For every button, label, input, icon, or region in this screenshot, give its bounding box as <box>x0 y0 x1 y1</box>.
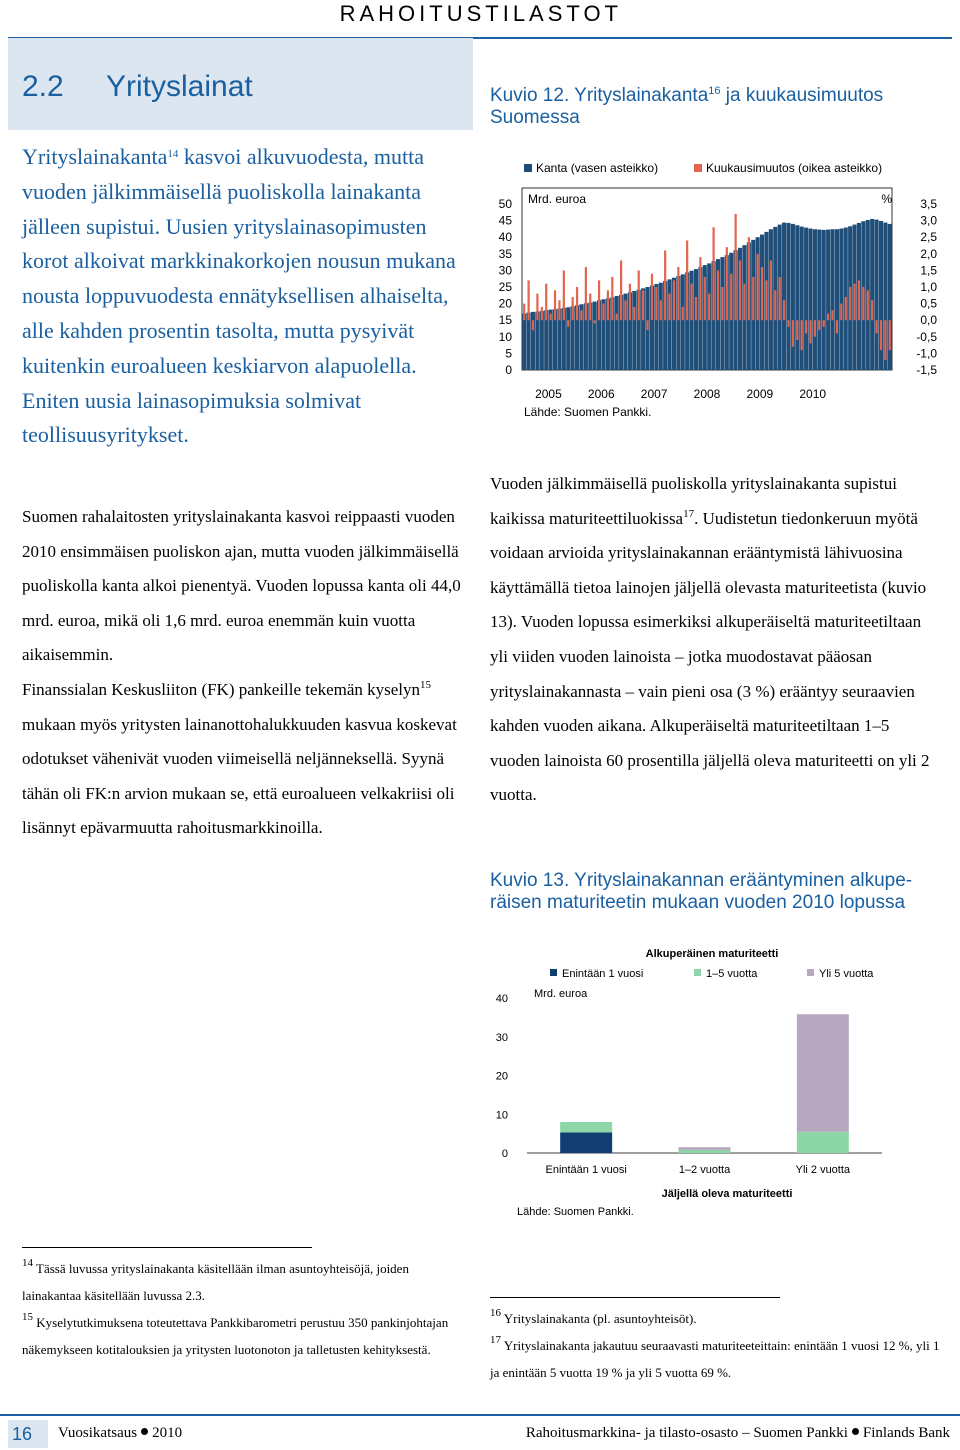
change-bar <box>576 287 578 320</box>
left-axis-tick: 0 <box>505 363 512 377</box>
footnote-ref-14[interactable]: 14 <box>167 148 179 160</box>
footnote-16-number: 16 <box>490 1307 501 1319</box>
stacked-bar-segment <box>797 1132 849 1153</box>
change-bar <box>563 270 565 320</box>
left-axis-tick: 15 <box>498 313 512 328</box>
stacked-bar-segment <box>679 1150 731 1153</box>
stock-bar <box>822 230 826 370</box>
right-axis-tick: 1,5 <box>920 263 937 278</box>
legend-label: Yli 5 vuotta <box>819 968 874 980</box>
change-bar <box>673 280 675 320</box>
change-bar <box>589 294 591 321</box>
change-bar <box>655 287 657 320</box>
stock-bar <box>786 223 790 370</box>
change-bar <box>739 260 741 320</box>
change-bar <box>558 300 560 320</box>
legend-label-stock: Kanta (vasen asteikko) <box>536 161 659 175</box>
right-axis-tick: 0,0 <box>920 313 937 328</box>
change-bar <box>787 320 789 327</box>
change-bar <box>774 290 776 320</box>
change-bar <box>602 304 604 321</box>
x-axis-tick: 1–2 vuotta <box>678 1164 731 1176</box>
legend-swatch <box>694 969 701 976</box>
change-bar <box>875 320 877 333</box>
change-bar <box>849 287 851 320</box>
change-bar <box>598 280 600 320</box>
y-axis-tick: 30 <box>495 1031 508 1044</box>
y-axis-tick: 20 <box>495 1070 508 1083</box>
right-axis-tick: 0,5 <box>920 296 937 311</box>
change-bar <box>858 280 860 320</box>
stock-bar <box>875 220 879 370</box>
change-bar <box>827 314 829 321</box>
legend-label-change: Kuukausimuutos (oikea asteikko) <box>706 161 883 175</box>
footnotes-right <box>490 1305 940 1386</box>
figure13-source: Lähde: Suomen Pankki. <box>517 1206 634 1218</box>
right-axis-tick: -1,5 <box>916 363 937 377</box>
stock-bar <box>795 225 799 370</box>
page-footer <box>0 1414 960 1450</box>
stock-bar <box>808 229 812 370</box>
stock-bar <box>835 229 839 370</box>
change-bar <box>735 214 737 320</box>
x-axis-tick: Yli 2 vuotta <box>795 1164 851 1176</box>
change-bar <box>717 270 719 320</box>
footnote-ref-17[interactable]: 17 <box>683 507 695 520</box>
change-bar <box>770 260 772 320</box>
change-bar <box>624 300 626 320</box>
change-bar <box>541 307 543 320</box>
body-left-text-2a: Finanssialan Keskusliiton (FK) pankeille tekemän kyselyn <box>22 679 421 699</box>
section-title-text: Yrityslainat <box>106 70 253 103</box>
y-axis-unit: Mrd. euroa <box>534 988 588 1000</box>
legend-swatch <box>807 969 814 976</box>
stacked-bar-segment <box>797 1014 849 1131</box>
change-bar <box>677 267 679 320</box>
stock-bar <box>839 229 843 370</box>
change-bar <box>616 314 618 321</box>
legend-title: Alkuperäinen maturiteetti <box>645 948 779 960</box>
stock-bar <box>782 223 786 370</box>
left-axis-tick: 20 <box>498 296 512 311</box>
change-bar <box>880 320 882 350</box>
left-axis-tick: 5 <box>505 346 512 361</box>
change-bar <box>889 320 891 350</box>
change-bar <box>638 270 640 320</box>
legend-label: 1–5 vuotta <box>706 968 758 980</box>
change-bar <box>523 304 525 321</box>
stock-bar <box>659 283 663 370</box>
change-bar <box>757 254 759 320</box>
change-bar <box>704 277 706 320</box>
footer-publication <box>58 1425 182 1442</box>
change-bar <box>743 284 745 321</box>
body-left-paragraph-2 <box>22 673 462 846</box>
figure12-title <box>490 85 883 129</box>
change-bar <box>585 267 587 320</box>
footnote-ref-16[interactable]: 16 <box>708 85 721 97</box>
right-axis-tick: 2,5 <box>920 230 937 245</box>
change-bar <box>572 297 574 320</box>
change-bar <box>801 320 803 350</box>
footer-organization: Rahoitusmarkkina- ja tilasto-osasto – Suomen Pankki Finlands Bank <box>525 1425 950 1441</box>
left-axis-unit: Mrd. euroa <box>528 192 587 206</box>
figure12-chart <box>482 150 952 440</box>
stock-bar <box>527 313 531 370</box>
page-number: 16 <box>12 1424 33 1444</box>
change-bar <box>580 310 582 320</box>
stacked-bar-segment <box>679 1147 731 1150</box>
change-bar <box>668 294 670 321</box>
change-bar <box>708 294 710 321</box>
stacked-bar-segment <box>560 1132 612 1153</box>
change-bar <box>867 290 869 320</box>
right-axis-tick: -1,0 <box>916 346 937 361</box>
change-bar <box>853 284 855 321</box>
y-axis-tick: 10 <box>495 1109 508 1122</box>
x-axis-tick: 2009 <box>746 387 774 401</box>
footer-rule <box>0 1414 960 1416</box>
left-axis-tick: 30 <box>498 263 512 278</box>
figure13-title-line1: Kuvio 13. Yrityslainakannan erääntyminen alkupe- <box>490 870 913 891</box>
footnote-15-number: 15 <box>22 1311 33 1323</box>
change-bar <box>629 284 631 321</box>
x-axis-tick: 2006 <box>587 387 615 401</box>
footnote-15 <box>22 1309 462 1363</box>
left-axis-tick: 40 <box>498 230 512 245</box>
intro-text-2: kasvoi alkuvuodesta, mutta vuoden jälkimmäisellä puoliskolla lainakanta jälleen supistui. Uusien yrityslainasopimusten korot alkoivat markkinakorkojen nousun mukana nousta loppuvuodesta ennätyksellisen alhaiselta, alle kahden prosentin tasolta, mutta pysyivät kuitenkin euroalueen keskiarvon alapuolella. Eniten uusia lainasopimuksia solmivat teollisuusyritykset. <box>22 144 456 448</box>
footnote-16 <box>490 1305 940 1332</box>
x-axis-tick: 2008 <box>693 387 721 401</box>
change-bar <box>545 284 547 321</box>
change-bar <box>809 320 811 343</box>
stock-bar <box>830 229 834 370</box>
change-bar <box>862 287 864 320</box>
stock-bar <box>813 229 817 370</box>
section-title <box>22 70 253 104</box>
stock-bar <box>522 314 526 370</box>
left-axis-tick: 35 <box>498 246 512 261</box>
footnote-ref-15[interactable]: 15 <box>420 678 432 691</box>
footnote-17-number: 17 <box>490 1334 501 1346</box>
change-bar <box>796 320 798 340</box>
body-left-paragraph-1: Suomen rahalaitosten yrityslainakanta kasvoi reippaasti vuoden 2010 ensimmäisen puoliskon ajan, mutta vuoden jälkimmäisellä puoliskolla kanta alkoi pienentyä. Vuoden lopussa kanta oli 44,0 mrd. euroa, mikä oli 1,6 mrd. euroa enemmän kuin vuotta aikaisemmin. <box>22 507 461 665</box>
x-axis-tick: 2010 <box>799 387 827 401</box>
change-bar <box>831 310 833 320</box>
stock-bar <box>681 274 685 370</box>
change-bar <box>884 320 886 360</box>
y-axis-tick: 0 <box>501 1148 508 1160</box>
stock-bar <box>615 296 619 370</box>
change-bar <box>726 247 728 320</box>
right-axis-tick: 1,0 <box>920 280 937 294</box>
right-axis-tick: 2,0 <box>920 246 937 261</box>
change-bar <box>752 277 754 320</box>
footnote-14-number: 14 <box>22 1257 33 1269</box>
change-bar <box>721 287 723 320</box>
change-bar <box>607 290 609 320</box>
header-title: RAHOITUSTILASTOT <box>339 1 622 26</box>
legend-swatch-stock <box>524 164 532 172</box>
change-bar <box>765 280 767 320</box>
change-bar <box>713 227 715 320</box>
footnote-17 <box>490 1332 940 1386</box>
stock-bar <box>870 219 874 370</box>
change-bar <box>695 297 697 320</box>
change-bar <box>646 320 648 330</box>
figure12-title-b: ja kuukausimuutos <box>720 85 884 106</box>
body-left <box>22 500 462 846</box>
change-bar <box>823 320 825 327</box>
change-bar <box>686 241 688 321</box>
stock-bar <box>826 230 830 370</box>
figure13-title-line2: räisen maturiteetin mukaan vuoden 2010 lopussa <box>490 892 906 913</box>
left-axis-tick: 45 <box>498 213 512 228</box>
change-bar <box>818 320 820 330</box>
footer-bank-sv: Finlands Bank <box>862 1425 950 1441</box>
change-bar <box>690 284 692 321</box>
figure12-title-line2: Suomessa <box>490 107 580 128</box>
footnote-rule-right <box>490 1297 780 1298</box>
change-bar <box>594 320 596 323</box>
x-axis-tick: Enintään 1 vuosi <box>545 1164 627 1176</box>
footnote-rule-left <box>22 1247 312 1248</box>
change-bar <box>814 320 816 337</box>
stock-bar <box>817 230 821 370</box>
section-number: 2.2 <box>22 70 64 103</box>
right-axis-unit: % <box>881 192 892 206</box>
change-bar <box>779 277 781 320</box>
footnote-14-text: Tässä luvussa yrityslainakanta käsitellään ilman asuntoyhteisöjä, joiden lainakantaa käsitellään luvussa 2.3. <box>22 1261 409 1303</box>
bullet-icon <box>852 1428 859 1435</box>
change-bar <box>664 250 666 320</box>
change-bar <box>699 257 701 320</box>
change-bar <box>682 307 684 320</box>
stacked-bar-segment <box>560 1122 612 1132</box>
change-bar <box>660 300 662 320</box>
change-bar <box>550 314 552 321</box>
footnote-14 <box>22 1255 462 1309</box>
stock-bar <box>535 312 539 370</box>
footnote-17-text: Yrityslainakanta jakautuu seuraavasti maturiteeteittain: enintään 1 vuosi 12 %, yli 1 ja enintään 5 vuotta 19 % ja yli 5 vuotta 69 %. <box>490 1338 940 1380</box>
left-axis-tick: 50 <box>498 197 512 211</box>
stock-bar <box>791 224 795 370</box>
change-bar <box>554 290 556 320</box>
footnotes-left <box>22 1255 462 1363</box>
change-bar <box>528 280 530 320</box>
body-right-text-a: Vuoden jälkimmäisellä puoliskolla yrityslainakanta supistui kaikissa maturiteettiluokissa <box>490 474 897 528</box>
footnote-15-text: Kyselytutkimuksena toteutettava Pankkibarometri perustuu 350 pankinjohtajan näkemykseen kotitalouksien ja yritysten luotonoton ja talletusten kehityksestä. <box>22 1315 449 1357</box>
stock-bar <box>566 307 570 370</box>
change-bar <box>748 237 750 320</box>
x-axis-tick: 2005 <box>535 387 562 401</box>
change-bar <box>536 294 538 321</box>
x-axis-tick: 2007 <box>640 387 668 401</box>
figure12-source: Lähde: Suomen Pankki. <box>524 405 652 419</box>
change-bar <box>651 274 653 320</box>
legend-swatch-change <box>694 164 702 172</box>
change-bar <box>761 267 763 320</box>
x-axis-label: Jäljellä oleva maturiteetti <box>661 1188 793 1200</box>
right-axis-tick: 3,5 <box>920 197 937 211</box>
stock-bar <box>668 279 672 370</box>
legend-swatch <box>550 969 557 976</box>
change-bar <box>845 297 847 320</box>
change-bar <box>783 300 785 320</box>
footer-department: Rahoitusmarkkina- ja tilasto-osasto <box>525 1425 739 1441</box>
stock-bar <box>593 302 597 370</box>
change-bar <box>633 307 635 320</box>
change-bar <box>620 260 622 320</box>
stock-bar <box>804 228 808 370</box>
right-axis-tick: -0,5 <box>916 329 937 344</box>
page-header <box>0 0 960 40</box>
body-right-text-b: . Uudistetun tiedonkeruun myötä voidaan arvioida yrityslainakannan erääntymistä lähivuosina käyttämällä tietoa lainojen jäljellä olevasta maturiteetista (kuvio 13). Vuoden lopussa esimerkiksi alkuperäiseltä maturiteetiltaan yli viiden vuoden lainoista – jotka muodostavat pääosan yrityslainakannasta – vain pieni osa (3 %) erääntyy seuraavien kahden vuoden aikana. Alkuperäiseltä maturiteetiltaan 1–5 vuoden lainoista 60 prosentilla jäljellä oleva maturiteetti on yli 2 vuotta. <box>490 508 930 805</box>
figure12-title-a: Kuvio 12. Yrityslainakanta <box>490 85 709 106</box>
left-axis-tick: 10 <box>498 329 512 344</box>
change-bar <box>567 320 569 327</box>
intro-paragraph <box>22 140 462 453</box>
change-bar <box>532 320 534 330</box>
body-right <box>490 467 940 813</box>
change-bar <box>642 290 644 320</box>
left-axis-tick: 25 <box>498 280 512 294</box>
y-axis-tick: 40 <box>495 993 508 1005</box>
change-bar <box>871 300 873 320</box>
change-bar <box>611 277 613 320</box>
intro-text-1: Yrityslainakanta <box>22 144 168 169</box>
footnote-16-text: Yrityslainakanta (pl. asuntoyhteisöt). <box>503 1311 697 1326</box>
stock-bar <box>632 291 636 370</box>
right-axis-tick: 3,0 <box>920 213 937 228</box>
footer-bank-fi: Suomen Pankki <box>753 1425 848 1441</box>
footer-publication-name: Vuosikatsaus <box>58 1425 138 1441</box>
change-bar <box>836 320 838 333</box>
change-bar <box>730 274 732 320</box>
figure13-chart <box>482 935 932 1225</box>
change-bar <box>792 320 794 347</box>
body-right-paragraph <box>490 467 940 813</box>
body-left-text-2b: mukaan myös yritysten lainanottohalukkuuden kasvua koskevat odotukset vähenivät vuoden viimeisellä neljänneksellä. Syynä tähän oli FK:n arvion mukaan se, että euroalueen velkakriisi oli lisännyt epävarmuutta rahoitusmarkkinoilla. <box>22 714 457 838</box>
bullet-icon <box>141 1428 148 1435</box>
change-bar <box>805 320 807 333</box>
legend-label: Enintään 1 vuosi <box>562 968 644 980</box>
footer-year: 2010 <box>152 1425 183 1441</box>
figure13-title <box>490 870 912 914</box>
change-bar <box>840 304 842 321</box>
